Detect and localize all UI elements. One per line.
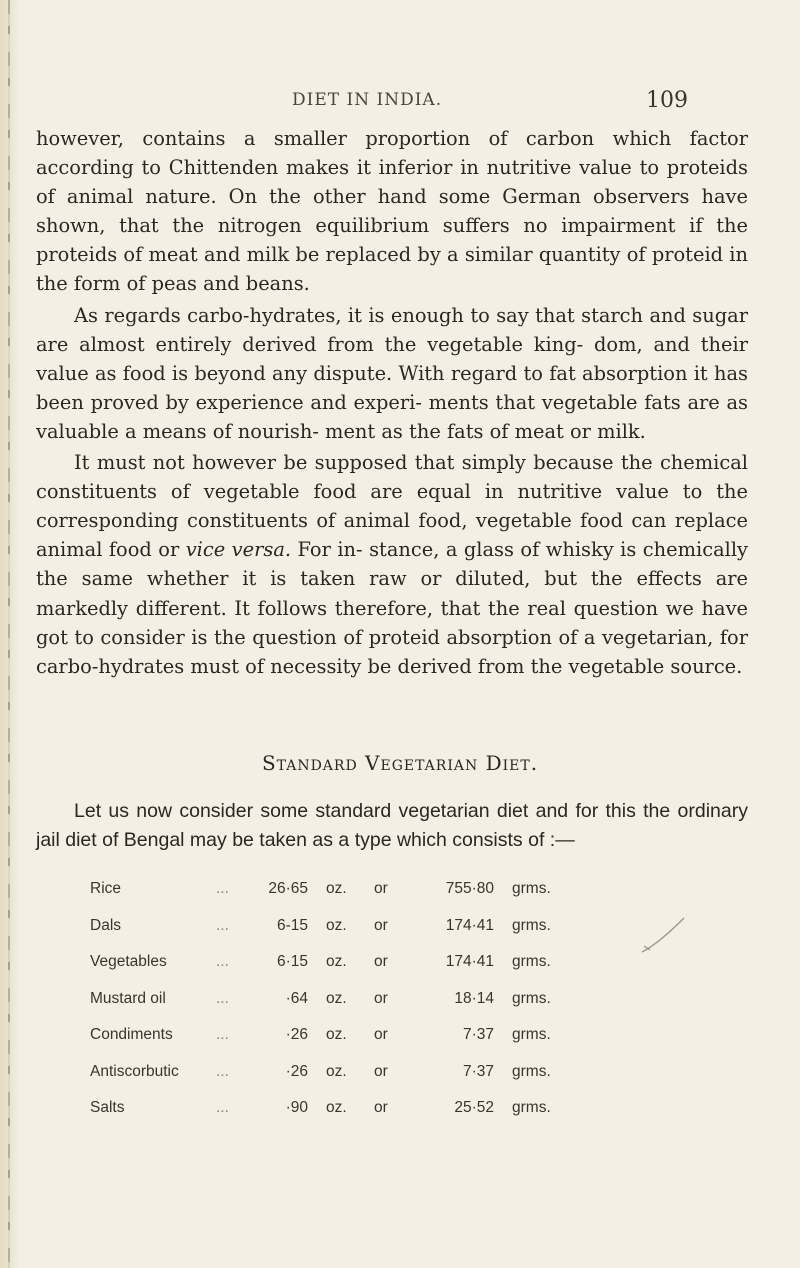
diet-ounces: ·90 xyxy=(285,1099,308,1116)
diet-row xyxy=(90,1026,650,1063)
ounce-unit: oz. xyxy=(326,953,347,970)
paragraph-text: For in- stance, a glass of whisky is chemically the same whether it is taken raw or diluted, but the effects are markedly different. It follows therefore, that the real question we have got to consider is the question of proteid absorption of a vegetarian, for carbo-hydrates must of necessity be derived from the vegetable source. xyxy=(36,538,748,678)
leader-dots: ... xyxy=(216,1099,229,1116)
leader-dots: ... xyxy=(216,916,229,934)
diet-ounces: 6-15 xyxy=(276,916,308,934)
gram-unit: grms. xyxy=(512,1026,551,1043)
diet-item-name: Salts xyxy=(90,1099,125,1116)
diet-row xyxy=(90,953,650,990)
or-word: or xyxy=(374,1062,388,1080)
diet-ounces: ·64 xyxy=(285,989,308,1007)
diet-item-name: Dals xyxy=(90,916,122,934)
leader-dots: ... xyxy=(216,1026,229,1043)
gram-unit: grms. xyxy=(512,953,551,970)
diet-grams: 25·52 xyxy=(454,1099,494,1116)
ounce-unit: oz. xyxy=(326,1062,347,1080)
diet-row xyxy=(90,917,650,954)
gram-unit: grms. xyxy=(512,880,551,897)
body-text xyxy=(36,124,748,681)
page-header xyxy=(0,88,800,118)
paragraph-absorption xyxy=(36,448,748,681)
italic-phrase: vice versa. xyxy=(185,538,292,562)
or-word: or xyxy=(374,916,388,934)
diet-row xyxy=(90,990,650,1027)
diet-ounces: ·26 xyxy=(285,1026,308,1043)
gram-unit: grms. xyxy=(512,989,551,1007)
leader-dots: ... xyxy=(216,989,229,1007)
section-intro xyxy=(36,797,748,855)
or-word: or xyxy=(374,1099,388,1116)
diet-ounces: 6·15 xyxy=(276,953,308,970)
or-word: or xyxy=(374,880,388,897)
diet-item-name: Vegetables xyxy=(90,953,167,970)
gram-unit: grms. xyxy=(512,1099,551,1116)
paragraph-carbohydrates: As regards carbo-hydrates, it is enough to say that starch and sugar are almost entirely derived from the vegetable king- dom, and their value as food is beyond any dispute. With regard to fat absorption it has been proved by experience and experi- ments that vegetable fats are as valuable a means of nourish- ment as the fats of meat or milk. xyxy=(36,303,748,443)
diet-item-name: Mustard oil xyxy=(90,989,166,1007)
diet-item-name: Condiments xyxy=(90,1026,173,1043)
paragraph-text: It must not however be supposed that simply because the chemical constituents of vegetable food are equal in nutritive value to the corresponding constituents of animal food, vegetable food can replace animal food or xyxy=(36,451,748,562)
ounce-unit: oz. xyxy=(326,880,347,897)
or-word: or xyxy=(374,1026,388,1043)
diet-item-name: Rice xyxy=(90,880,122,897)
leader-dots: ... xyxy=(216,953,229,970)
diet-table xyxy=(90,880,650,1136)
diet-row xyxy=(90,1063,650,1100)
leader-dots: ... xyxy=(216,1062,229,1080)
page-number: 109 xyxy=(646,88,688,113)
diet-grams: 174·41 xyxy=(445,916,494,934)
or-word: or xyxy=(374,989,388,1007)
ounce-unit: oz. xyxy=(326,916,347,934)
diet-grams: 755·80 xyxy=(445,880,494,897)
gram-unit: grms. xyxy=(512,916,551,934)
diet-grams: 18·14 xyxy=(454,989,494,1007)
paragraph-proteids: however, contains a smaller proportion of carbon which factor according to Chittenden makes it inferior in nutritive value to proteids of animal nature. On the other hand some German observers have shown, that the nitrogen equilibrium suffers no impairment if the proteids of meat and milk be replaced by a similar quantity of proteid in the form of peas and beans. xyxy=(36,127,748,296)
or-word: or xyxy=(374,953,388,970)
section-heading: Standard Vegetarian Diet. xyxy=(261,751,539,775)
diet-grams: 7·37 xyxy=(462,1026,494,1043)
diet-grams: 174·41 xyxy=(445,953,494,970)
ounce-unit: oz. xyxy=(326,1026,347,1043)
pencil-mark-icon xyxy=(640,916,686,956)
ounce-unit: oz. xyxy=(326,1099,347,1116)
diet-row xyxy=(90,1099,650,1136)
diet-item-name: Antiscorbutic xyxy=(90,1062,179,1080)
running-head: DIET IN INDIA. xyxy=(292,90,443,110)
diet-ounces: 26·65 xyxy=(268,880,308,897)
diet-row xyxy=(90,880,650,917)
gram-unit: grms. xyxy=(512,1062,551,1080)
binding-gutter xyxy=(0,0,20,1268)
leader-dots: ... xyxy=(216,880,229,897)
intro-paragraph: Let us now consider some standard vegetarian diet and for this the ordinary jail diet of Bengal may be taken as a type which consists of :— xyxy=(36,800,748,851)
diet-ounces: ·26 xyxy=(285,1062,308,1080)
ounce-unit: oz. xyxy=(326,989,347,1007)
diet-grams: 7·37 xyxy=(462,1062,494,1080)
